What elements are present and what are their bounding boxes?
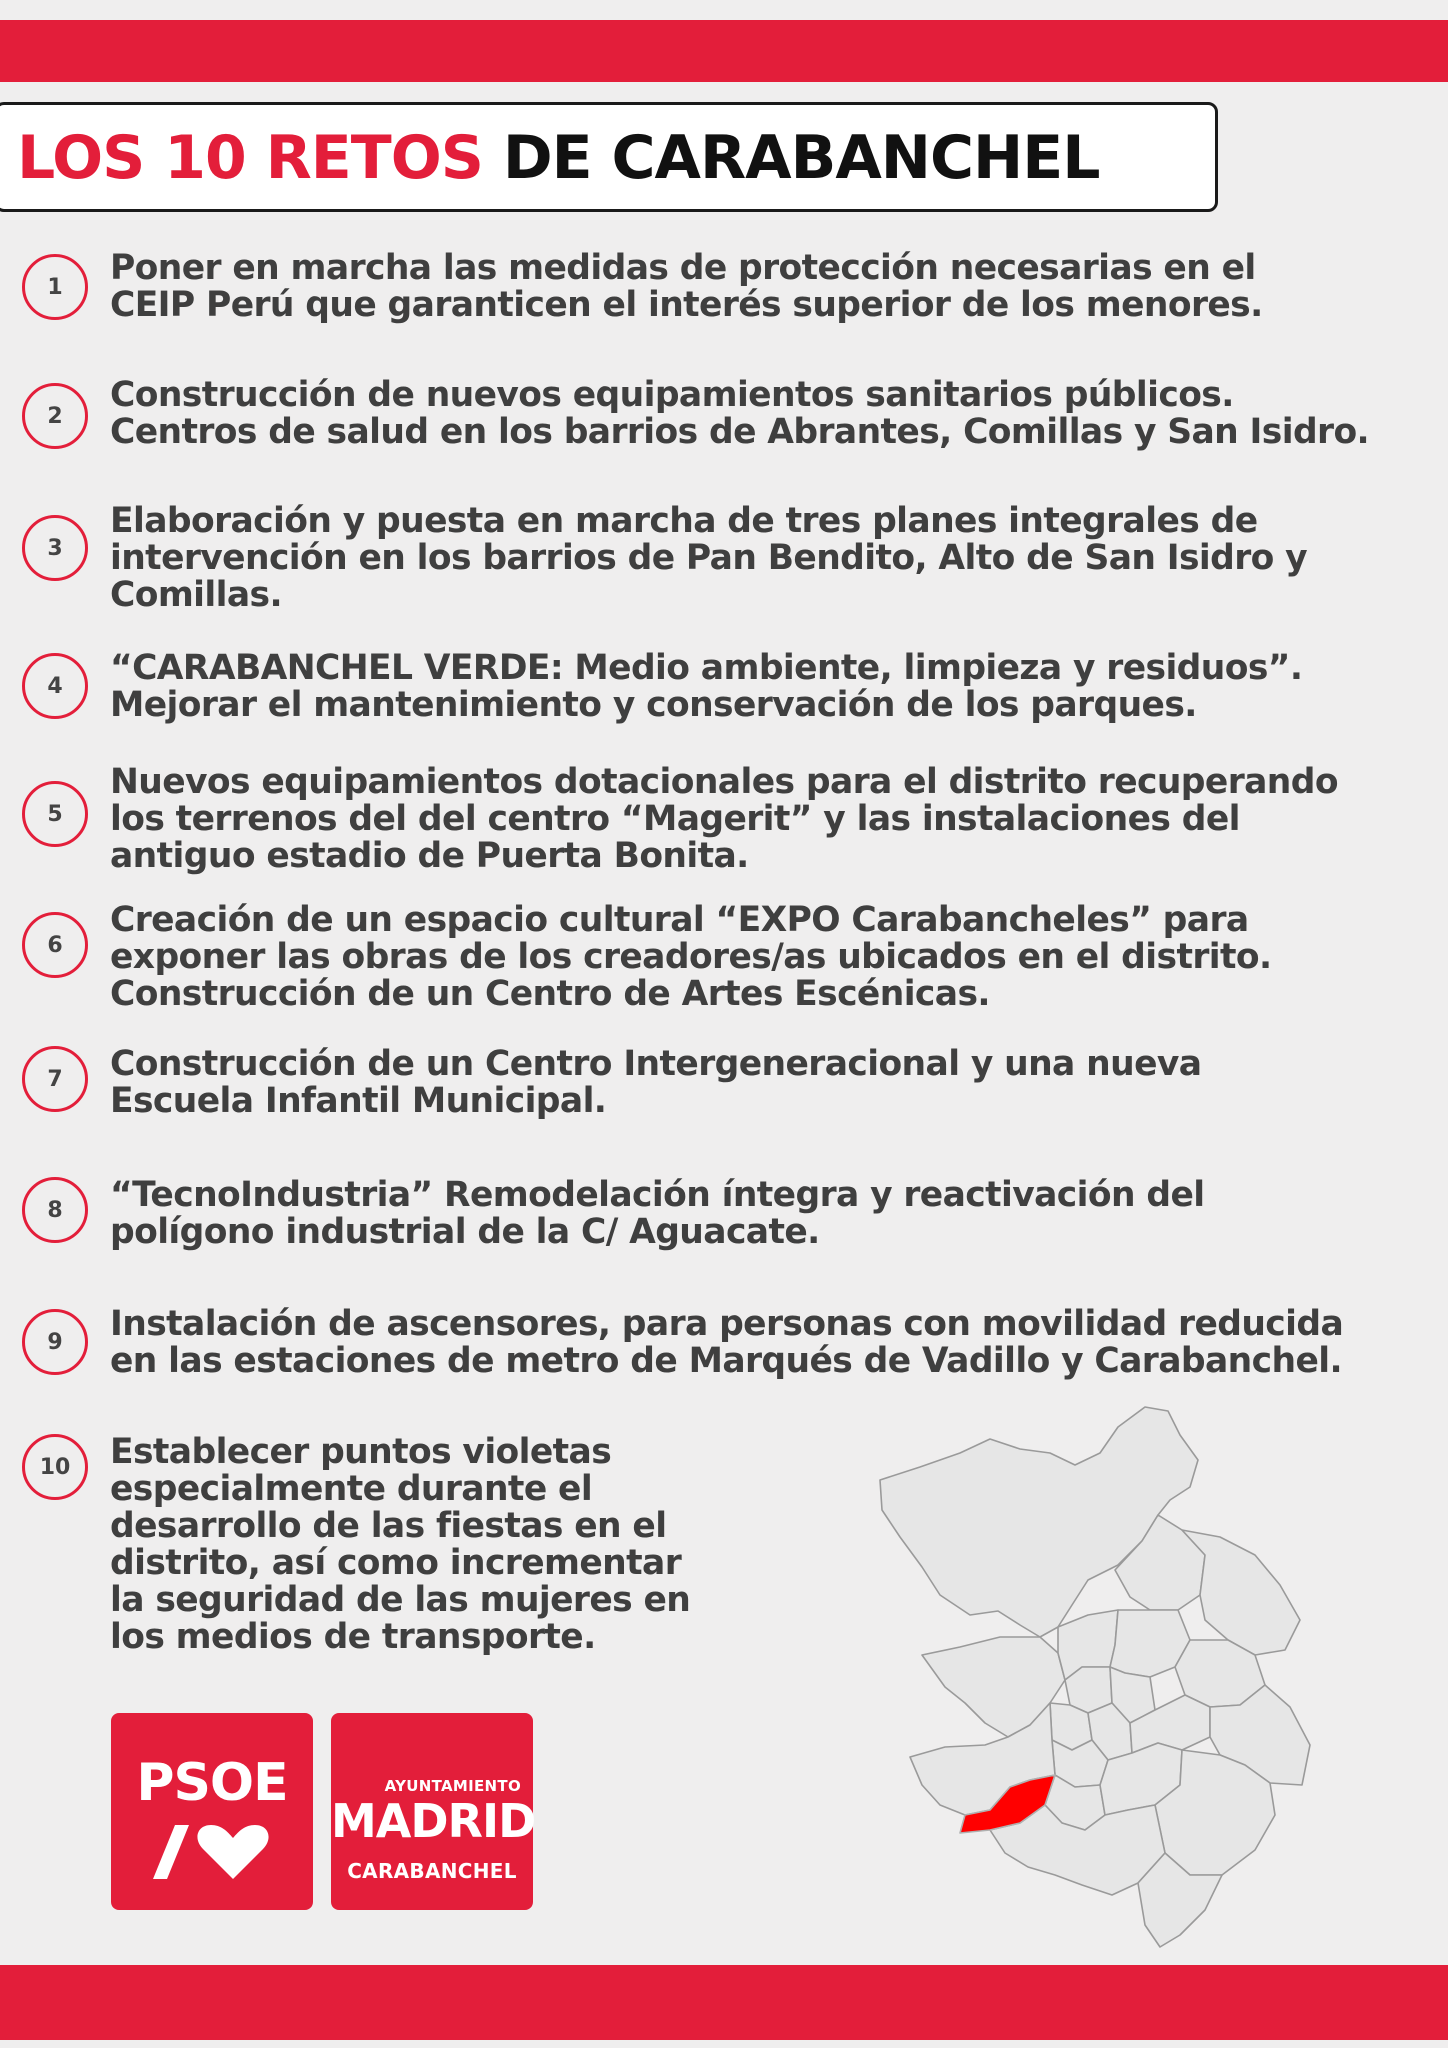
reto-line: Elaboración y puesta en marcha de tres planes integrales de (110, 501, 1258, 541)
ayuntamiento-madrid-logo (331, 1713, 536, 1910)
reto-text (110, 650, 1302, 724)
reto-number-badge: 9 (22, 1309, 88, 1375)
reto-line: distrito, así como incrementar (110, 1543, 682, 1583)
reto-number-badge: 5 (22, 781, 88, 847)
reto-line: antiguo estadio de Puerta Bonita. (110, 836, 749, 876)
reto-line: Construcción de un Centro de Artes Escénicas. (110, 974, 990, 1014)
reto-line: especialmente durante el (110, 1469, 593, 1509)
reto-line: “TecnoIndustria” Remodelación íntegra y reactivación del (110, 1175, 1205, 1215)
reto-text (110, 764, 1338, 875)
reto-text (110, 1306, 1343, 1380)
reto-line: Escuela Infantil Municipal. (110, 1081, 607, 1121)
title-box (0, 102, 1218, 212)
reto-text (110, 503, 1307, 614)
reto-line: Comillas. (110, 575, 282, 615)
reto-number-badge: 4 (22, 653, 88, 719)
page-title (17, 123, 1099, 193)
reto-text (110, 1046, 1201, 1120)
reto-line: Construcción de nuevos equipamientos sanitarios públicos. (110, 375, 1234, 415)
madrid-districts-map (860, 1405, 1320, 1950)
reto-line: Nuevos equipamientos dotacionales para el distrito recuperando (110, 762, 1338, 802)
reto-line: Construcción de un Centro Intergeneracional y una nueva (110, 1044, 1202, 1084)
reto-text (110, 250, 1263, 324)
reto-line: en las estaciones de metro de Marqués de Vadillo y Carabanchel. (110, 1341, 1342, 1381)
psoe-logo (111, 1713, 313, 1910)
bottom-red-band (0, 1965, 1448, 2040)
top-red-band (0, 20, 1448, 82)
logo-carabanchel-text: CARABANCHEL (347, 1859, 517, 1883)
reto-number-badge: 1 (22, 254, 88, 320)
reto-line: exponer las obras de los creadores/as ubicados en el distrito. (110, 937, 1272, 977)
reto-number-badge: 6 (22, 912, 88, 978)
reto-number-badge: 2 (22, 383, 88, 449)
reto-number-badge: 8 (22, 1177, 88, 1243)
title-red-part: LOS 10 RETOS (17, 123, 483, 193)
title-black-part: DE CARABANCHEL (502, 123, 1100, 193)
reto-number-badge: 10 (22, 1434, 88, 1500)
reto-line: CEIP Perú que garanticen el interés superior de los menores. (110, 285, 1263, 325)
reto-number-badge: 3 (22, 515, 88, 581)
reto-line: intervención en los barrios de Pan Bendito, Alto de San Isidro y (110, 538, 1308, 578)
reto-line: Poner en marcha las medidas de protección necesarias en el (110, 248, 1256, 288)
psoe-logo-word: PSOE (136, 1753, 288, 1813)
reto-text (110, 1434, 690, 1656)
reto-line: Creación de un espacio cultural “EXPO Carabancheles” para (110, 900, 1249, 940)
reto-line: Instalación de ascensores, para personas con movilidad reducida (110, 1304, 1344, 1344)
reto-line: Centros de salud en los barrios de Abrantes, Comillas y San Isidro. (110, 412, 1370, 452)
reto-line: los medios de transporte. (110, 1617, 596, 1657)
reto-line: la seguridad de las mujeres en (110, 1580, 691, 1620)
reto-line: polígono industrial de la C/ Aguacate. (110, 1212, 820, 1252)
reto-line: Mejorar el mantenimiento y conservación de los parques. (110, 685, 1197, 725)
reto-line: “CARABANCHEL VERDE: Medio ambiente, limpieza y residuos”. (110, 648, 1303, 688)
logo-ayuntamiento-text: AYUNTAMIENTO (384, 1777, 521, 1795)
logo-madrid-text: MADRID (331, 1794, 536, 1848)
psoe-heart-icon (145, 1821, 285, 1881)
reto-line: desarrollo de las fiestas en el (110, 1506, 667, 1546)
reto-line: Establecer puntos violetas (110, 1432, 612, 1472)
reto-text (110, 1177, 1204, 1251)
reto-text (110, 902, 1271, 1013)
reto-line: los terrenos del del centro “Magerit” y las instalaciones del (110, 799, 1240, 839)
reto-number-badge: 7 (22, 1046, 88, 1112)
map-district-barajas (1182, 1530, 1300, 1655)
reto-text (110, 377, 1369, 451)
